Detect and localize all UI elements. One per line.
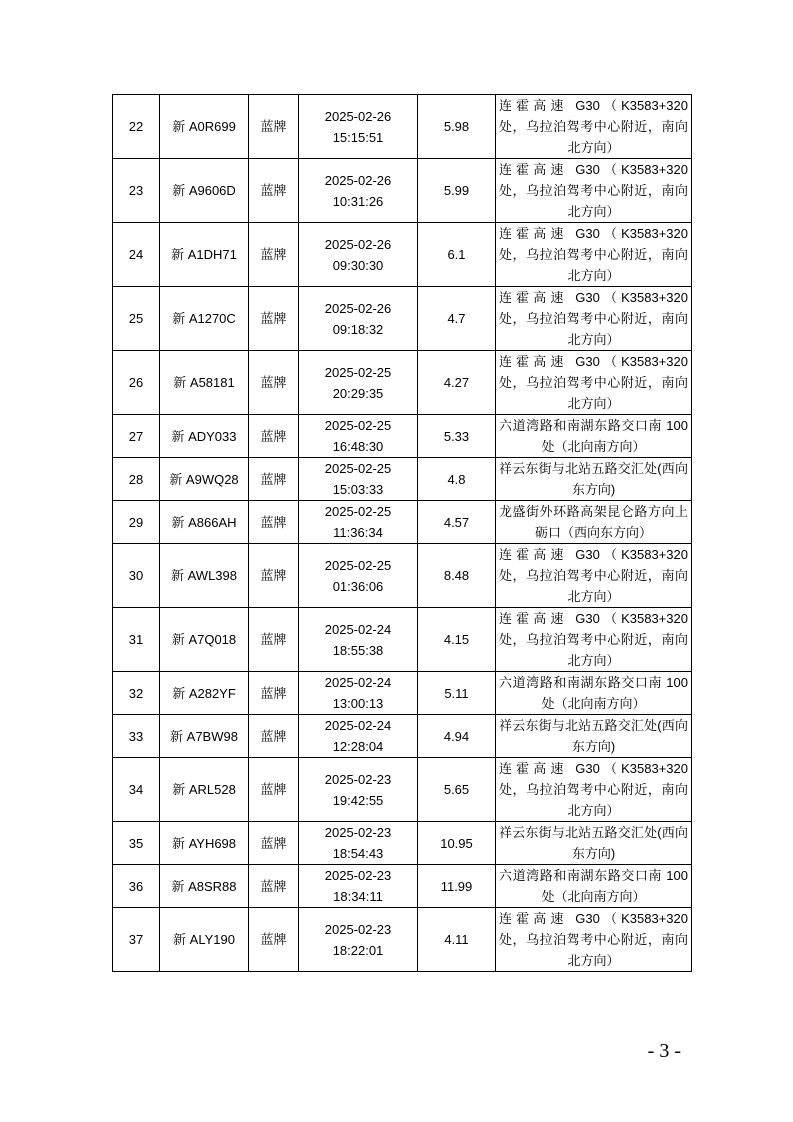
time-text: 20:29:35 [332, 385, 384, 401]
time-text: 18:54:43 [332, 846, 384, 861]
time-text: 13:00:13 [332, 696, 384, 711]
row-number-cell: 35 [113, 822, 160, 865]
plate-number-cell: 新 ADY033 [160, 415, 249, 458]
plate-number-cell: 新 A9606D [160, 159, 249, 223]
location-cell: 连霍高速 G30（K3583+320 处，乌拉泊驾考中心附近，南向北方向） [496, 908, 692, 972]
datetime-cell [299, 458, 418, 501]
date-text: 2025-02-23 [324, 771, 392, 787]
datetime-cell [299, 415, 418, 458]
plate-number-cell: 新 A9WQ28 [160, 458, 249, 501]
date-text: 2025-02-26 [324, 236, 392, 252]
row-number-cell: 30 [113, 544, 160, 608]
datetime-cell [299, 351, 418, 415]
table-row [113, 501, 692, 544]
location-cell: 连霍高速 G30（K3583+320 处，乌拉泊驾考中心附近，南向北方向） [496, 608, 692, 672]
plate-number-cell: 新 A282YF [160, 672, 249, 715]
row-number-cell: 23 [113, 159, 160, 223]
plate-type-cell: 蓝牌 [249, 672, 299, 715]
row-number-cell: 32 [113, 672, 160, 715]
value-cell: 5.98 [418, 95, 496, 159]
row-number-cell: 26 [113, 351, 160, 415]
table-body [113, 95, 692, 972]
date-text: 2025-02-26 [324, 172, 392, 188]
violation-table [112, 94, 692, 972]
datetime-cell [299, 672, 418, 715]
value-cell: 4.8 [418, 458, 496, 501]
location-cell: 祥云东街与北站五路交汇处(西向东方向) [496, 458, 692, 501]
row-number-cell: 31 [113, 608, 160, 672]
value-cell: 4.94 [418, 715, 496, 758]
row-number-cell: 27 [113, 415, 160, 458]
table-row [113, 351, 692, 415]
table-row [113, 672, 692, 715]
datetime-cell [299, 95, 418, 159]
date-text: 2025-02-25 [324, 504, 392, 519]
time-text: 18:55:38 [332, 642, 384, 658]
table-row [113, 758, 692, 822]
time-text: 16:48:30 [332, 439, 384, 454]
time-text: 11:36:34 [333, 525, 383, 540]
value-cell: 6.1 [418, 223, 496, 287]
value-cell: 4.27 [418, 351, 496, 415]
datetime-cell [299, 758, 418, 822]
plate-type-cell: 蓝牌 [249, 287, 299, 351]
date-text: 2025-02-26 [324, 108, 392, 124]
location-cell: 六道湾路和南湖东路交口南 100 处（北向南方向） [496, 415, 692, 458]
location-cell: 六道湾路和南湖东路交口南 100 处（北向南方向） [496, 865, 692, 908]
value-cell: 5.99 [418, 159, 496, 223]
datetime-cell [299, 715, 418, 758]
time-text: 15:15:51 [332, 129, 384, 145]
row-number-cell: 29 [113, 501, 160, 544]
location-cell: 六道湾路和南湖东路交口南 100 处（北向南方向） [496, 672, 692, 715]
plate-type-cell: 蓝牌 [249, 758, 299, 822]
table-row [113, 95, 692, 159]
table-row [113, 415, 692, 458]
plate-number-cell: 新 ARL528 [160, 758, 249, 822]
location-cell: 祥云东街与北站五路交汇处(西向东方向) [496, 715, 692, 758]
datetime-cell [299, 544, 418, 608]
datetime-cell [299, 287, 418, 351]
date-text: 2025-02-25 [324, 364, 392, 380]
plate-type-cell: 蓝牌 [249, 544, 299, 608]
plate-type-cell: 蓝牌 [249, 908, 299, 972]
datetime-cell [299, 223, 418, 287]
value-cell: 11.99 [418, 865, 496, 908]
datetime-cell [299, 865, 418, 908]
table-row [113, 159, 692, 223]
plate-type-cell: 蓝牌 [249, 415, 299, 458]
table-row [113, 865, 692, 908]
value-cell: 4.15 [418, 608, 496, 672]
plate-type-cell: 蓝牌 [249, 351, 299, 415]
plate-type-cell: 蓝牌 [249, 865, 299, 908]
time-text: 09:18:32 [332, 321, 384, 337]
datetime-cell [299, 159, 418, 223]
row-number-cell: 34 [113, 758, 160, 822]
date-text: 2025-02-24 [324, 621, 392, 637]
datetime-cell [299, 822, 418, 865]
date-text: 2025-02-23 [324, 921, 392, 937]
date-text: 2025-02-26 [324, 300, 392, 316]
row-number-cell: 37 [113, 908, 160, 972]
plate-type-cell: 蓝牌 [249, 159, 299, 223]
plate-type-cell: 蓝牌 [249, 501, 299, 544]
date-text: 2025-02-24 [324, 675, 392, 690]
plate-type-cell: 蓝牌 [249, 608, 299, 672]
plate-number-cell: 新 A866AH [160, 501, 249, 544]
location-cell: 连霍高速 G30（K3583+320 处，乌拉泊驾考中心附近，南向北方向） [496, 758, 692, 822]
plate-type-cell: 蓝牌 [249, 95, 299, 159]
table-row [113, 223, 692, 287]
plate-number-cell: 新 A0R699 [160, 95, 249, 159]
plate-number-cell: 新 A7BW98 [160, 715, 249, 758]
location-cell: 连霍高速 G30（K3583+320 处，乌拉泊驾考中心附近，南向北方向） [496, 223, 692, 287]
time-text: 18:34:11 [333, 889, 383, 904]
row-number-cell: 36 [113, 865, 160, 908]
table-row [113, 544, 692, 608]
table-row [113, 608, 692, 672]
date-text: 2025-02-25 [324, 461, 392, 476]
location-cell: 龙盛街外环路高架昆仑路方向上砺口（西向东方向） [496, 501, 692, 544]
value-cell: 4.11 [418, 908, 496, 972]
plate-type-cell: 蓝牌 [249, 458, 299, 501]
table-row [113, 458, 692, 501]
date-text: 2025-02-25 [324, 557, 392, 573]
plate-number-cell: 新 A58181 [160, 351, 249, 415]
value-cell: 5.11 [418, 672, 496, 715]
plate-type-cell: 蓝牌 [249, 822, 299, 865]
location-cell: 连霍高速 G30（K3583+320 处，乌拉泊驾考中心附近，南向北方向） [496, 95, 692, 159]
value-cell: 4.57 [418, 501, 496, 544]
row-number-cell: 24 [113, 223, 160, 287]
time-text: 18:22:01 [332, 942, 384, 958]
time-text: 15:03:33 [332, 482, 384, 497]
datetime-cell [299, 501, 418, 544]
plate-type-cell: 蓝牌 [249, 715, 299, 758]
row-number-cell: 28 [113, 458, 160, 501]
plate-number-cell: 新 AWL398 [160, 544, 249, 608]
table-row [113, 822, 692, 865]
row-number-cell: 22 [113, 95, 160, 159]
table-row [113, 908, 692, 972]
time-text: 19:42:55 [332, 792, 384, 808]
location-cell: 连霍高速 G30（K3583+320 处，乌拉泊驾考中心附近，南向北方向） [496, 544, 692, 608]
location-cell: 连霍高速 G30（K3583+320 处，乌拉泊驾考中心附近，南向北方向） [496, 287, 692, 351]
value-cell: 4.7 [418, 287, 496, 351]
date-text: 2025-02-23 [324, 825, 392, 840]
plate-number-cell: 新 A1270C [160, 287, 249, 351]
date-text: 2025-02-25 [324, 418, 392, 433]
plate-type-cell: 蓝牌 [249, 223, 299, 287]
time-text: 12:28:04 [332, 739, 384, 754]
time-text: 01:36:06 [332, 578, 384, 594]
plate-number-cell: 新 A8SR88 [160, 865, 249, 908]
plate-number-cell: 新 A1DH71 [160, 223, 249, 287]
plate-number-cell: 新 A7Q018 [160, 608, 249, 672]
value-cell: 10.95 [418, 822, 496, 865]
row-number-cell: 25 [113, 287, 160, 351]
datetime-cell [299, 908, 418, 972]
plate-number-cell: 新 AYH698 [160, 822, 249, 865]
location-cell: 祥云东街与北站五路交汇处(西向东方向) [496, 822, 692, 865]
location-cell: 连霍高速 G30（K3583+320 处，乌拉泊驾考中心附近，南向北方向） [496, 351, 692, 415]
time-text: 10:31:26 [332, 193, 384, 209]
date-text: 2025-02-24 [324, 718, 392, 733]
location-cell: 连霍高速 G30（K3583+320 处，乌拉泊驾考中心附近，南向北方向） [496, 159, 692, 223]
date-text: 2025-02-23 [324, 868, 392, 883]
datetime-cell [299, 608, 418, 672]
time-text: 09:30:30 [332, 257, 384, 273]
plate-number-cell: 新 ALY190 [160, 908, 249, 972]
table-row [113, 287, 692, 351]
value-cell: 8.48 [418, 544, 496, 608]
value-cell: 5.33 [418, 415, 496, 458]
page-number: - 3 - [647, 1040, 681, 1062]
row-number-cell: 33 [113, 715, 160, 758]
value-cell: 5.65 [418, 758, 496, 822]
table-row [113, 715, 692, 758]
